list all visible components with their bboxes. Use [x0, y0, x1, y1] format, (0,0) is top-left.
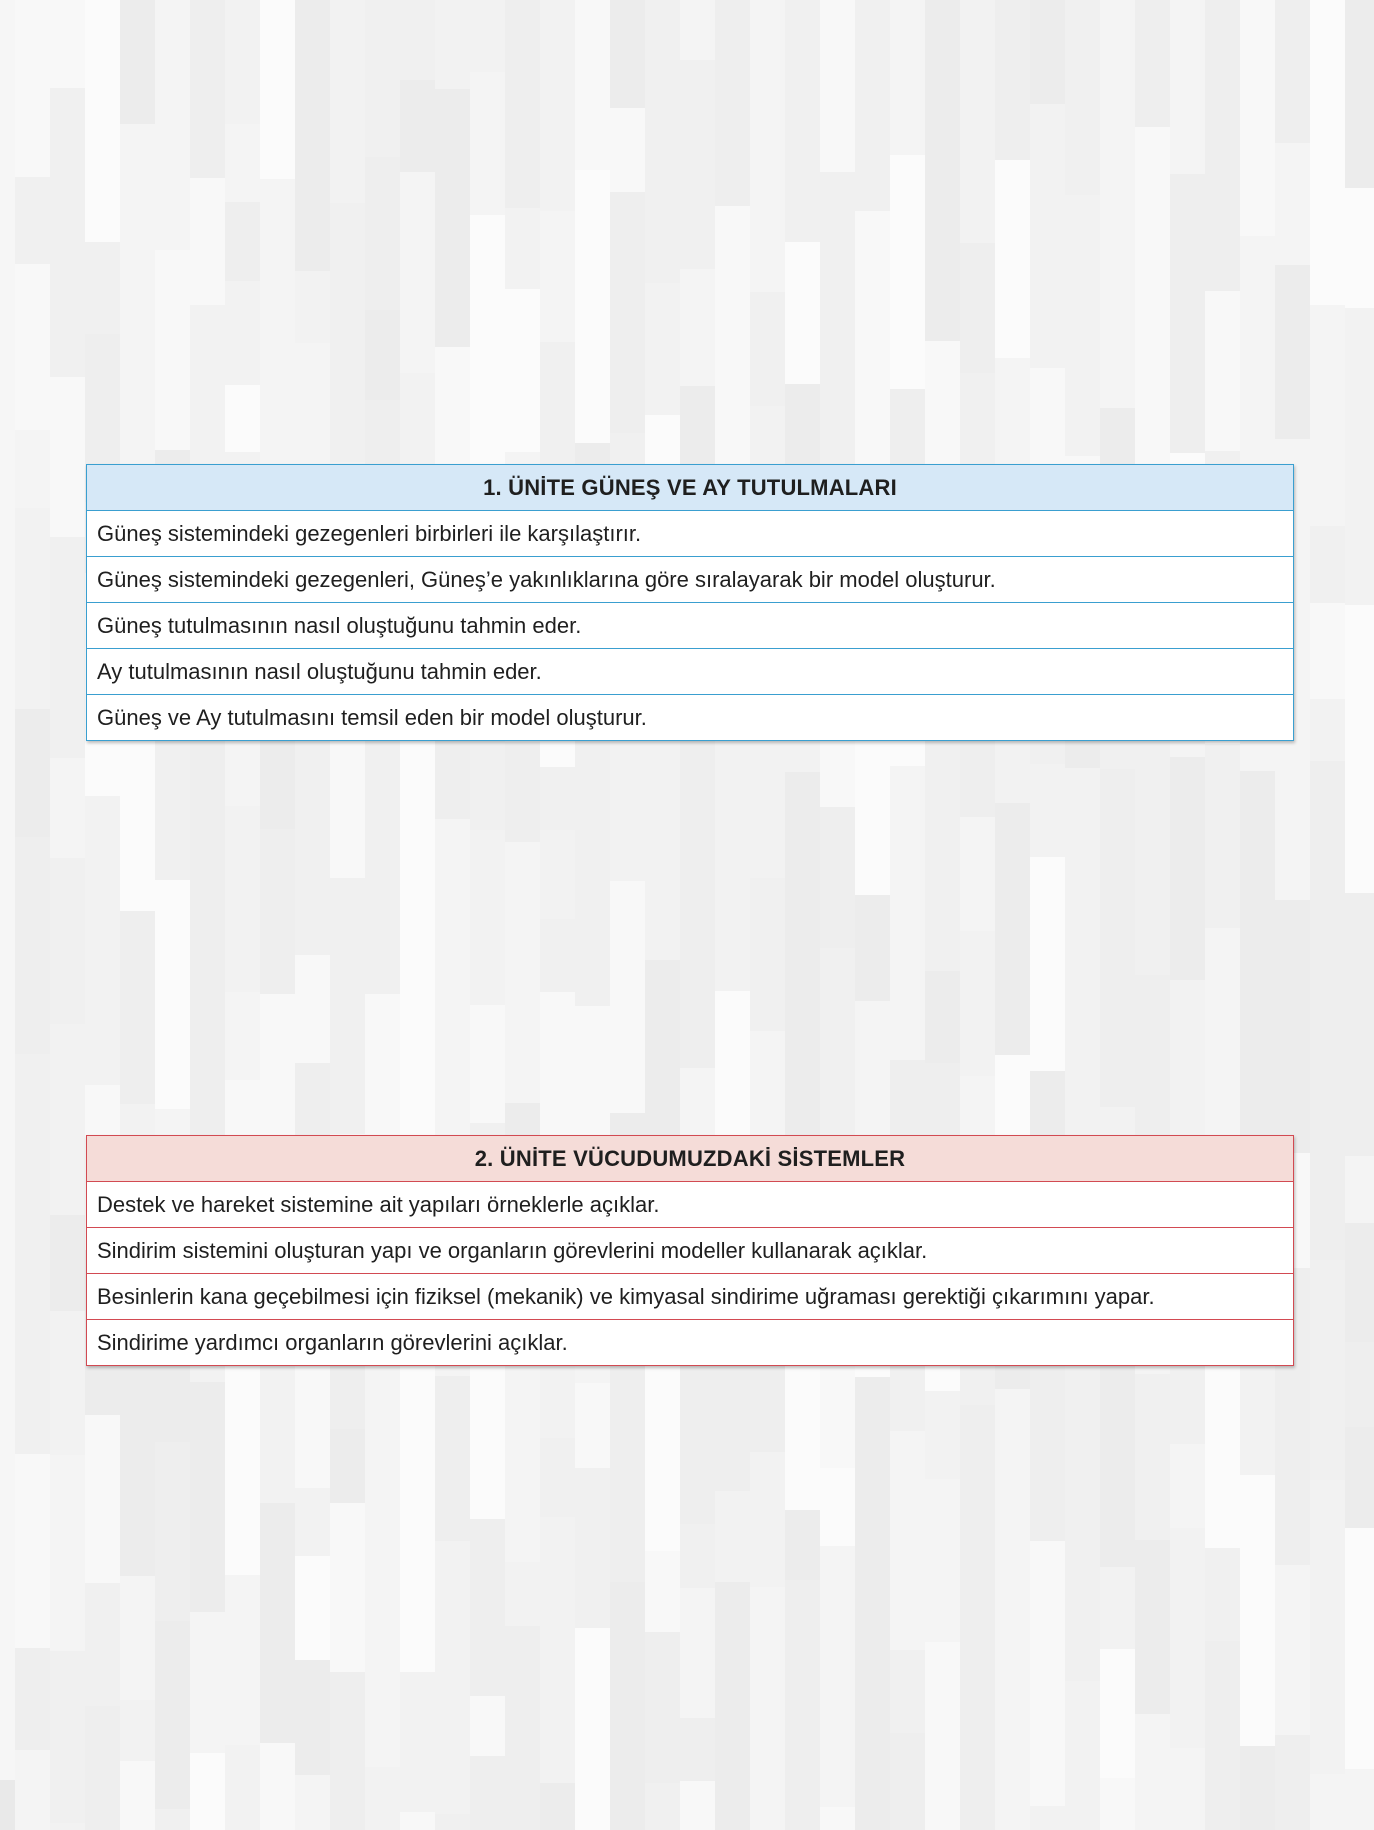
outcome-text: Güneş tutulmasının nasıl oluştuğunu tahmin eder.: [87, 603, 1294, 649]
outcome-text: Ay tutulmasının nasıl oluştuğunu tahmin eder.: [87, 649, 1294, 695]
table-row: [87, 1320, 1294, 1366]
table-row: [87, 603, 1294, 649]
outcome-text: Sindirim sistemini oluşturan yapı ve organların görevlerini modeller kullanarak açıklar.: [87, 1228, 1294, 1274]
outcome-text: Besinlerin kana geçebilmesi için fiziksel (mekanik) ve kimyasal sindirime uğraması gerektiği çıkarımını yapar.: [87, 1274, 1294, 1320]
table-row: [87, 695, 1294, 741]
outcome-text: Güneş ve Ay tutulmasını temsil eden bir model oluşturur.: [87, 695, 1294, 741]
outcome-text: Güneş sistemindeki gezegenleri birbirleri ile karşılaştırır.: [87, 511, 1294, 557]
outcome-text: Destek ve hareket sistemine ait yapıları örneklerle açıklar.: [87, 1182, 1294, 1228]
table-row: [87, 1228, 1294, 1274]
unit-2-table: [86, 1135, 1294, 1366]
table-row: [87, 649, 1294, 695]
outcome-text: Güneş sistemindeki gezegenleri, Güneş’e yakınlıklarına göre sıralayarak bir model oluşturur.: [87, 557, 1294, 603]
unit-2-title: 2. ÜNİTE VÜCUDUMUZDAKİ SİSTEMLER: [87, 1136, 1294, 1182]
table-row: [87, 557, 1294, 603]
table-row: [87, 511, 1294, 557]
unit-1-title: 1. ÜNİTE GÜNEŞ VE AY TUTULMALARI: [87, 465, 1294, 511]
unit-1-table: [86, 464, 1294, 741]
table-row: [87, 1274, 1294, 1320]
outcome-text: Sindirime yardımcı organların görevlerini açıklar.: [87, 1320, 1294, 1366]
table-row: [87, 1182, 1294, 1228]
